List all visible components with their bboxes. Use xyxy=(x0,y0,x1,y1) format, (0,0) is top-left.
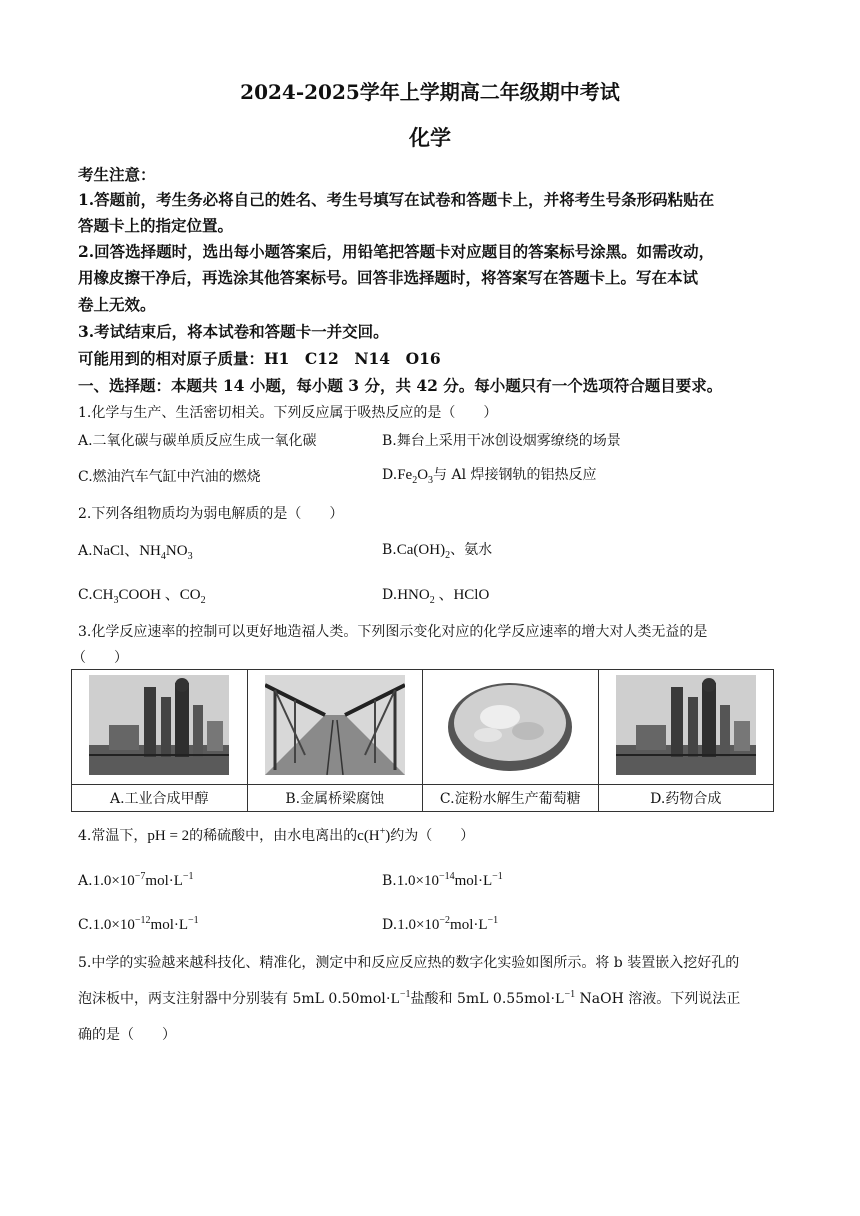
subject-title: 化学 xyxy=(409,125,451,150)
q3-cell-c-image xyxy=(423,670,599,785)
q1-option-a: A.二氧化碳与碳单质反应生成一氧化碳 xyxy=(78,433,317,449)
q4-option-a: $A.1.0\times 10^{-7}mol\cdot L^{-1}$ xyxy=(78,871,194,889)
exam-title: 2024-2025学年上学期高二年级期中考试 xyxy=(240,80,620,104)
q3-caption-b: B.金属桥梁腐蚀 xyxy=(247,785,423,812)
q1-option-b: B.舞台上采用干冰创设烟雾缭绕的场景 xyxy=(382,433,621,449)
q2-option-c: $C.CH_3COOH$ 、$CO_2$ xyxy=(78,587,206,606)
atomic-masses: 可能用到的相对原子质量：H1 C12 N14 O16 xyxy=(78,349,441,368)
q3-caption-d: D.药物合成 xyxy=(598,785,774,812)
q3-stem-line2: （ ） xyxy=(72,650,128,666)
steel-bridge-image xyxy=(265,675,405,775)
section1-heading: 一、选择题：本题共 14 小题，每小题 3 分，共 42 分。每小题只有一个选项符合题目要求。 xyxy=(78,376,723,395)
notice-item2-line2: 用橡皮擦干净后，再选涂其他答案标号。回答非选择题时，将答案写在答题卡上。写在本试 xyxy=(78,268,699,287)
notice-item1-line2: 答题卡上的指定位置。 xyxy=(78,216,234,235)
notice-item2-line1: 2.回答选择题时，选出每小题答案后，用铅笔把答题卡对应题目的答案标号涂黑。如需改动， xyxy=(78,242,715,261)
chemical-plant-image xyxy=(89,675,229,775)
q3-stem-line1: 3.化学反应速率的控制可以更好地造福人类。下列图示变化对应的化学反应速率的增大对人类无益的是 xyxy=(78,624,708,640)
q5-line2: 泡沫板中，两支注射器中分别装有 5mL $0.50mol\cdot L^{-1}$盐酸和 5mL $0.55mol\cdot L^{-1}$ NaOH 溶液。下列说法正 xyxy=(78,989,741,1007)
q5-line1: 5.中学的实验越来越科技化、精准化，测定中和反应反应热的数字化实验如图所示。将 b 装置嵌入挖好孔的 xyxy=(78,955,740,971)
q2-option-b: $B.Ca(OH)_2$、氨水 xyxy=(382,542,493,561)
notice-item2-line3: 卷上无效。 xyxy=(78,295,156,314)
q4-stem: 4.常温下，pH = 2的稀硫酸中，由水电离出的c(H+)约为（ ） xyxy=(78,826,475,844)
notice-heading: 考生注意： xyxy=(78,165,156,184)
q3-image-table xyxy=(71,669,774,812)
q1-option-c: C.燃油汽车气缸中汽油的燃烧 xyxy=(78,469,261,485)
q1-option-d: $D.Fe_2O_3$与 Al 焊接钢轨的铝热反应 xyxy=(382,467,597,486)
q4-option-d: $D.1.0\times 10^{-2}mol\cdot L^{-1}$ xyxy=(382,915,499,933)
q5-line3: 确的是（ ） xyxy=(78,1027,176,1043)
q3-cell-a-image xyxy=(72,670,248,785)
pharma-plant-image xyxy=(616,675,756,775)
q4-option-b: $B.1.0\times 10^{-14}mol\cdot L^{-1}$ xyxy=(382,871,503,889)
q1-stem: 1.化学与生产、生活密切相关。下列反应属于吸热反应的是（ ） xyxy=(78,405,498,421)
q2-stem: 2.下列各组物质均为弱电解质的是（ ） xyxy=(78,506,344,522)
notice-item3: 3.考试结束后，将本试卷和答题卡一并交回。 xyxy=(78,322,389,341)
q3-caption-c: C.淀粉水解生产葡萄糖 xyxy=(423,785,599,812)
q3-caption-a: A.工业合成甲醇 xyxy=(72,785,248,812)
glucose-dish-image xyxy=(440,675,580,775)
q4-option-c: $C.1.0\times 10^{-12}mol\cdot L^{-1}$ xyxy=(78,915,199,933)
q3-cell-b-image xyxy=(247,670,423,785)
q2-option-a: A.NaCl、$NH_4NO_3$ xyxy=(78,543,193,562)
q2-option-d: $D.HNO_2$ 、HClO xyxy=(382,587,490,606)
notice-item1-line1: 1.答题前，考生务必将自己的姓名、考生号填写在试卷和答题卡上，并将考生号条形码粘贴在 xyxy=(78,190,715,209)
q3-cell-d-image xyxy=(598,670,774,785)
